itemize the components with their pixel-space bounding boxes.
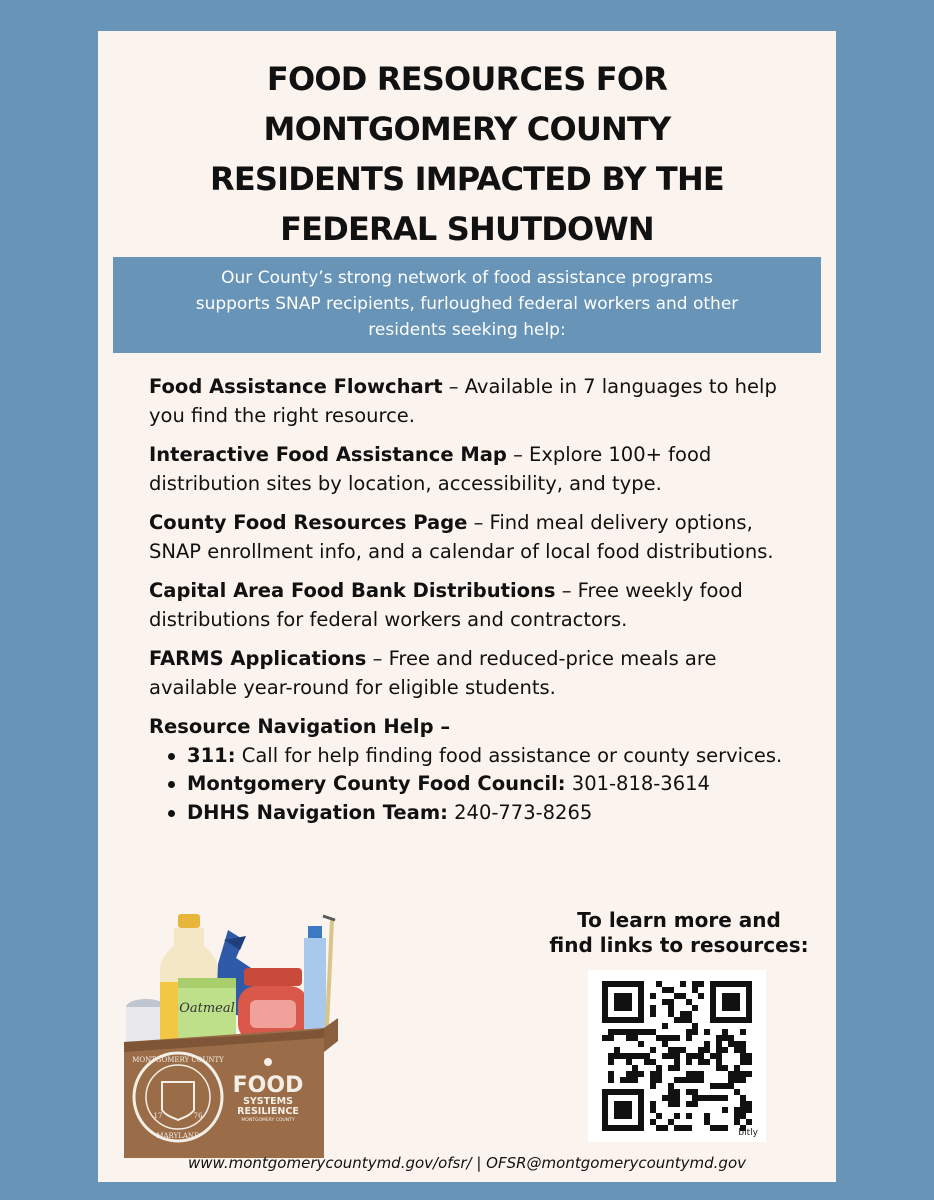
oatmeal-box-icon <box>178 978 236 1038</box>
navigation-list <box>149 742 799 828</box>
navigation-help <box>149 713 799 827</box>
resource-name[interactable]: County Food Resources Page <box>149 511 468 534</box>
navigation-label: 311: <box>187 743 236 767</box>
navigation-text: Call for help finding food assistance or county services. <box>235 743 783 767</box>
navigation-item-dhhs <box>187 799 799 828</box>
grocery-box-illustration <box>118 912 338 1160</box>
title-line: FOOD RESOURCES FOR <box>266 60 668 98</box>
oatmeal-label: Oatmeal <box>179 1001 235 1016</box>
title-line: MONTGOMERY COUNTY <box>263 110 671 148</box>
intro-line: supports SNAP recipients, furloughed federal workers and other <box>195 294 739 314</box>
seal-year-right: 76 <box>193 1112 203 1120</box>
intro-line: residents seeking help: <box>368 320 566 340</box>
seal-bottom-text: MARYLAND <box>156 1132 200 1140</box>
learn-more-line: To learn more and <box>577 908 781 932</box>
bitly-label: bitly <box>738 1128 758 1138</box>
title-line: FEDERAL SHUTDOWN <box>280 210 654 248</box>
resource-item-map <box>149 441 799 498</box>
resource-name[interactable]: Food Assistance Flowchart <box>149 375 443 398</box>
qr-code-icon <box>595 976 759 1136</box>
resource-list <box>149 373 799 827</box>
navigation-text: 301-818-3614 <box>565 772 710 795</box>
resource-desc: – Free and reduced-price meals are available year-round for eligible students. <box>149 647 717 699</box>
logo-line-4: MONTGOMERY COUNTY <box>241 1118 295 1123</box>
navigation-item-food-council <box>187 770 799 799</box>
footer-contact[interactable]: www.montgomerycountymd.gov/ofsr/ | OFSR@montgomerycountymd.gov <box>188 1154 746 1172</box>
intro-banner <box>113 257 821 353</box>
resource-item-farms <box>149 645 799 702</box>
logo-line-3: RESILIENCE <box>237 1106 299 1117</box>
logo-line-2: SYSTEMS <box>243 1096 293 1107</box>
resource-desc: – Explore 100+ food distribution sites by location, accessibility, and type. <box>149 443 712 495</box>
navigation-label: Montgomery County Food Council: <box>187 772 566 795</box>
resource-desc: – Free weekly food distributions for federal workers and contractors. <box>149 579 743 631</box>
title-line: RESIDENTS IMPACTED BY THE <box>209 160 724 198</box>
logo-line-1: FOOD <box>232 1073 304 1098</box>
resource-name[interactable]: Capital Area Food Bank Distributions <box>149 579 556 602</box>
navigation-heading: Resource Navigation Help – <box>149 715 451 738</box>
resource-name[interactable]: Interactive Food Assistance Map <box>149 443 507 466</box>
learn-more-line: find links to resources: <box>549 933 809 957</box>
resource-item-flowchart <box>149 373 799 430</box>
resource-item-cafb <box>149 577 799 634</box>
resource-name[interactable]: FARMS Applications <box>149 647 367 670</box>
navigation-item-311 <box>187 742 799 771</box>
resource-desc: – Find meal delivery options, SNAP enrollment info, and a calendar of local food distributions. <box>149 511 774 563</box>
seal-year-left: 17 <box>153 1112 163 1120</box>
resource-desc: – Available in 7 languages to help you find the right resource. <box>149 375 777 427</box>
intro-line: Our County’s strong network of food assistance programs <box>221 268 713 288</box>
navigation-text: 240-773-8265 <box>447 800 593 824</box>
navigation-label: DHHS Navigation Team: <box>187 800 448 824</box>
learn-more-text <box>540 908 818 958</box>
seal-top-text: MONTGOMERY COUNTY <box>132 1056 224 1064</box>
resource-item-county-page <box>149 509 799 566</box>
flyer-title <box>0 54 934 254</box>
qr-code[interactable] <box>588 970 766 1142</box>
